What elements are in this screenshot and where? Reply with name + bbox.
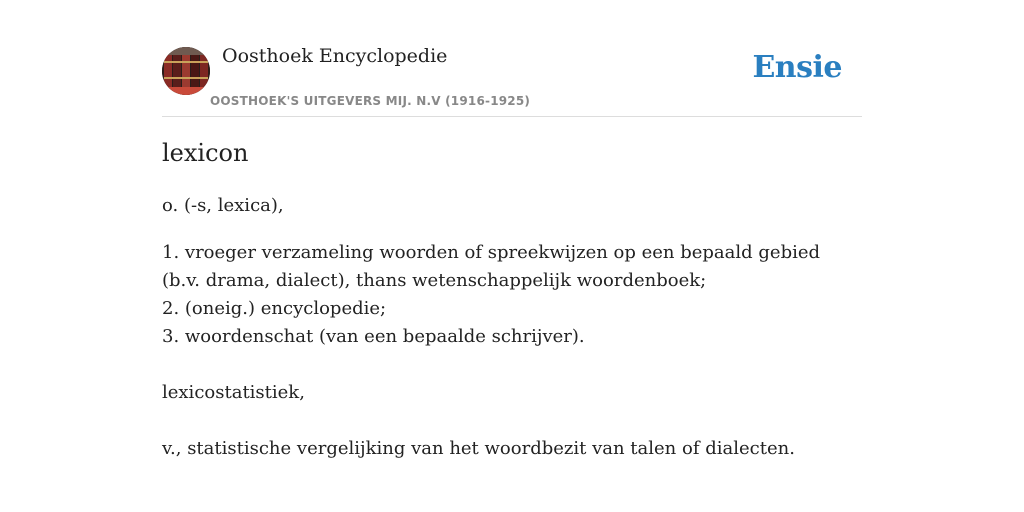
definition-item: 2. (oneig.) encyclopedie; — [162, 298, 387, 319]
book-spines-icon — [162, 47, 210, 95]
header — [162, 0, 862, 117]
publisher-label: OOSTHOEK'S UITGEVERS MIJ. N.V (1916-1925) — [210, 94, 531, 108]
brand-logo-link[interactable]: Ensie — [752, 50, 842, 85]
definition-item: 1. vroeger verzameling woorden of spreekwijzen op een bepaald gebied (b.v. drama, dialect), thans wetenschappelijk woordenboek; — [162, 242, 821, 291]
definition-list — [162, 239, 852, 351]
subterm-title: lexicostatistiek, — [162, 382, 305, 403]
subterm-definition: v., statistische vergelijking van het woordbezit van talen of dialecten. — [162, 438, 795, 459]
source-title[interactable]: Oosthoek Encyclopedie — [222, 45, 448, 67]
entry-title: lexicon — [162, 139, 249, 167]
entry-grammar: o. (-s, lexica), — [162, 195, 284, 216]
entry-content — [162, 192, 852, 463]
source-avatar[interactable] — [162, 47, 210, 95]
definition-item: 3. woordenschat (van een bepaalde schrijver). — [162, 326, 585, 347]
page — [162, 0, 862, 512]
